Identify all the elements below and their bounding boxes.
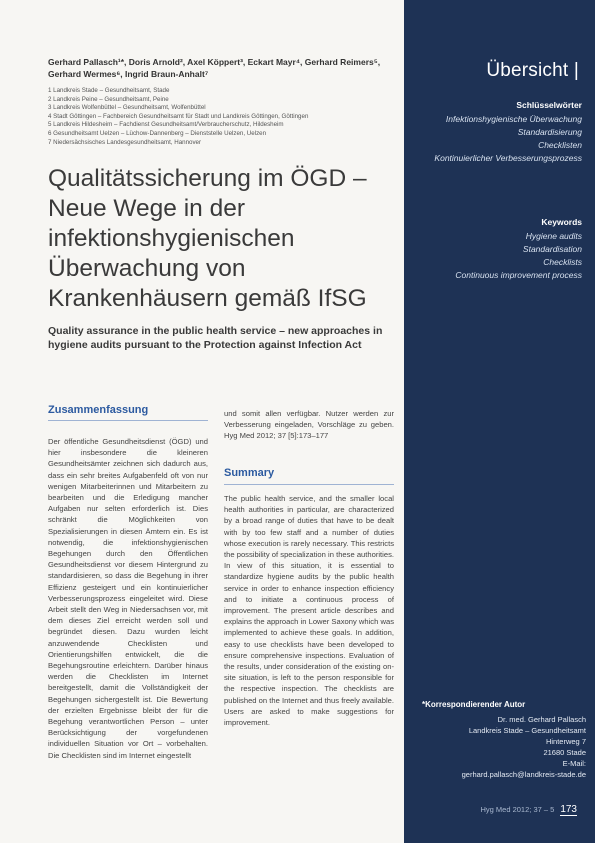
affiliation: 2 Landkreis Peine – Gesundheitsamt, Peine (48, 95, 169, 103)
affiliation-list (48, 87, 400, 147)
section-rule (48, 420, 208, 421)
affiliation: 1 Landkreis Stade – Gesundheitsamt, Stade (48, 87, 170, 94)
corresponding-author-line: E-Mail: (562, 759, 586, 768)
summary-text: The public health service, and the smaller local health authorities in particular, are characterized by a broad range of duties that have to be dealt with by too few staff and a number of duties whose execution is rarely necessary. This restricts the possibility of specialization in these authorities. In view of this situation, it is essential to standardize hygiene audits by the public health service in order to enhance inspection efficiency and to initiate a continuous process of improvement. The present article describes and explains the approach in Lower Saxony which was implemented to achieve these goals. In addition, easy to use checklists have been developed to ensure comprehensive inspections. Evaluation of the results, under consideration of the existing on-site situation, is left to the person responsible for the respective inspection. The checklists are published on the Internet and thus freely available. Users are asked to make suggestions for improvement. (224, 494, 394, 728)
affiliation: 7 Niedersächsisches Landesgesundheitsamt, Hannover (48, 138, 202, 146)
keywords-de-heading: Schlüsselwörter (516, 100, 582, 110)
corresponding-author-line: Landkreis Stade – Gesundheitsamt (468, 726, 586, 735)
keyword-item: Hygiene audits (525, 231, 582, 241)
zusammenfassung-continuation: und somit allen verfügbar. Nutzer werden zur Verbesserung eingeladen, Vorschläge zu geben. Hyg Med 2012; 37 [5]:173–177 (224, 409, 394, 441)
page-number: 173 (560, 804, 577, 815)
section-rule (224, 484, 394, 485)
page-footer (481, 804, 578, 816)
zusammenfassung-heading: Zusammenfassung (48, 404, 149, 416)
affiliation: 6 Gesundheitsamt Uelzen – Lüchow-Dannenberg – Dienststelle Uelzen, Uelzen (48, 129, 267, 137)
sidebar-panel (404, 0, 595, 692)
corresponding-author-line: 21680 Stade (543, 748, 586, 757)
article-title: Qualitätssicherung im ÖGD – Neue Wege in der infektionshygienischen Überwachung von Krankenhäusern gemäß IfSG (48, 165, 367, 312)
keyword-item: Kontinuierlicher Verbesserungsprozess (434, 153, 582, 163)
corresponding-author-heading: *Korrespondierender Autor (422, 700, 526, 709)
author-list: Gerhard Pallasch¹*, Doris Arnold², Axel Köppert³, Eckart Mayr⁴, Gerhard Reimers⁵, Gerhard Wermes⁶, Ingrid Braun-Anhalt⁷ (48, 57, 381, 79)
keyword-item: Continuous improvement process (455, 270, 582, 280)
corresponding-author-line: Dr. med. Gerhard Pallasch (497, 715, 586, 724)
keyword-item: Standardisation (522, 244, 582, 254)
sidebar (404, 0, 595, 843)
keyword-item: Standardisierung (517, 127, 582, 137)
keywords-de (414, 100, 582, 166)
affiliation: 5 Landkreis Hildesheim – Fachdienst Gesundheitsamt/Verbraucherschutz, Hildesheim (48, 121, 284, 129)
corresponding-author-line: Hinterweg 7 (545, 737, 586, 746)
zusammenfassung-text: Der öffentliche Gesundheitsdienst (ÖGD) und hier insbesondere die kleineren Gesundheitsämter zeichnen sich dadurch aus, dass ein sehr breites Aufgabenfeld oft von nur wenigen Mitarbeiterinnen und Mitarbeitern zu bearbeiten und die Erledigung mancher Aufgaben nur selten erforderlich ist. Dies schränkt die Möglichkeiten von Spezialisierungen in diesen Ämtern ein. Es ist notwendig, die infektionshygienischen Begehungen durch den Öffentlichen Gesundheitsdienst vor diesem Hintergrund zu standardisieren, so dass die Begehung in ihrer Effizienz gesteigert und ein kontinuierlicher Verbesserungsprozess eingeleitet wird. Diese Arbeit stellt den Weg in Niedersachsen vor, mit dem dieses Ziel erreicht werden soll und begründet diesen. Dazu wurden leicht anzuwendende Checklisten und Orientierungshilfen entwickelt, die die Begehungsroutine erleichtern. Darüber hinaus werden die Checklisten im Internet bereitgestellt, damit die Vollständigkeit der Begehungen sichergestellt ist. Die Bewertung der erzielten Ergebnisse bleibt der für die Begehung verantwortlichen Person – unter Berücksichtigung der vorgefundenen individuellen Situation vor Ort – vorbehalten. Die Checklisten sind im Internet eingestellt (48, 437, 208, 760)
summary-heading: Summary (224, 467, 275, 479)
keyword-item: Infektionshygienische Überwachung (445, 114, 582, 124)
affiliation: 3 Landkreis Wolfenbüttel – Gesundheitsamt, Wolfenbüttel (48, 104, 206, 112)
corresponding-author (414, 700, 586, 780)
article-subtitle: Quality assurance in the public health service – new approaches in hygiene audits pursuant to the Protection against Infection Act (48, 325, 383, 351)
journal-reference: Hyg Med 2012; 37 – 5 (480, 805, 555, 814)
keyword-item: Checklisten (538, 140, 582, 150)
overview-title: Übersicht | (486, 60, 579, 81)
keywords-en (414, 217, 582, 283)
keyword-item: Checklists (543, 257, 582, 267)
affiliation: 4 Stadt Göttingen – Fachbereich Gesundheitsamt für Stadt und Landkreis Göttingen, Göttingen (48, 112, 309, 120)
keywords-en-heading: Keywords (541, 217, 582, 227)
corresponding-author-email[interactable]: gerhard.pallasch@landkreis-stade.de (461, 770, 586, 779)
